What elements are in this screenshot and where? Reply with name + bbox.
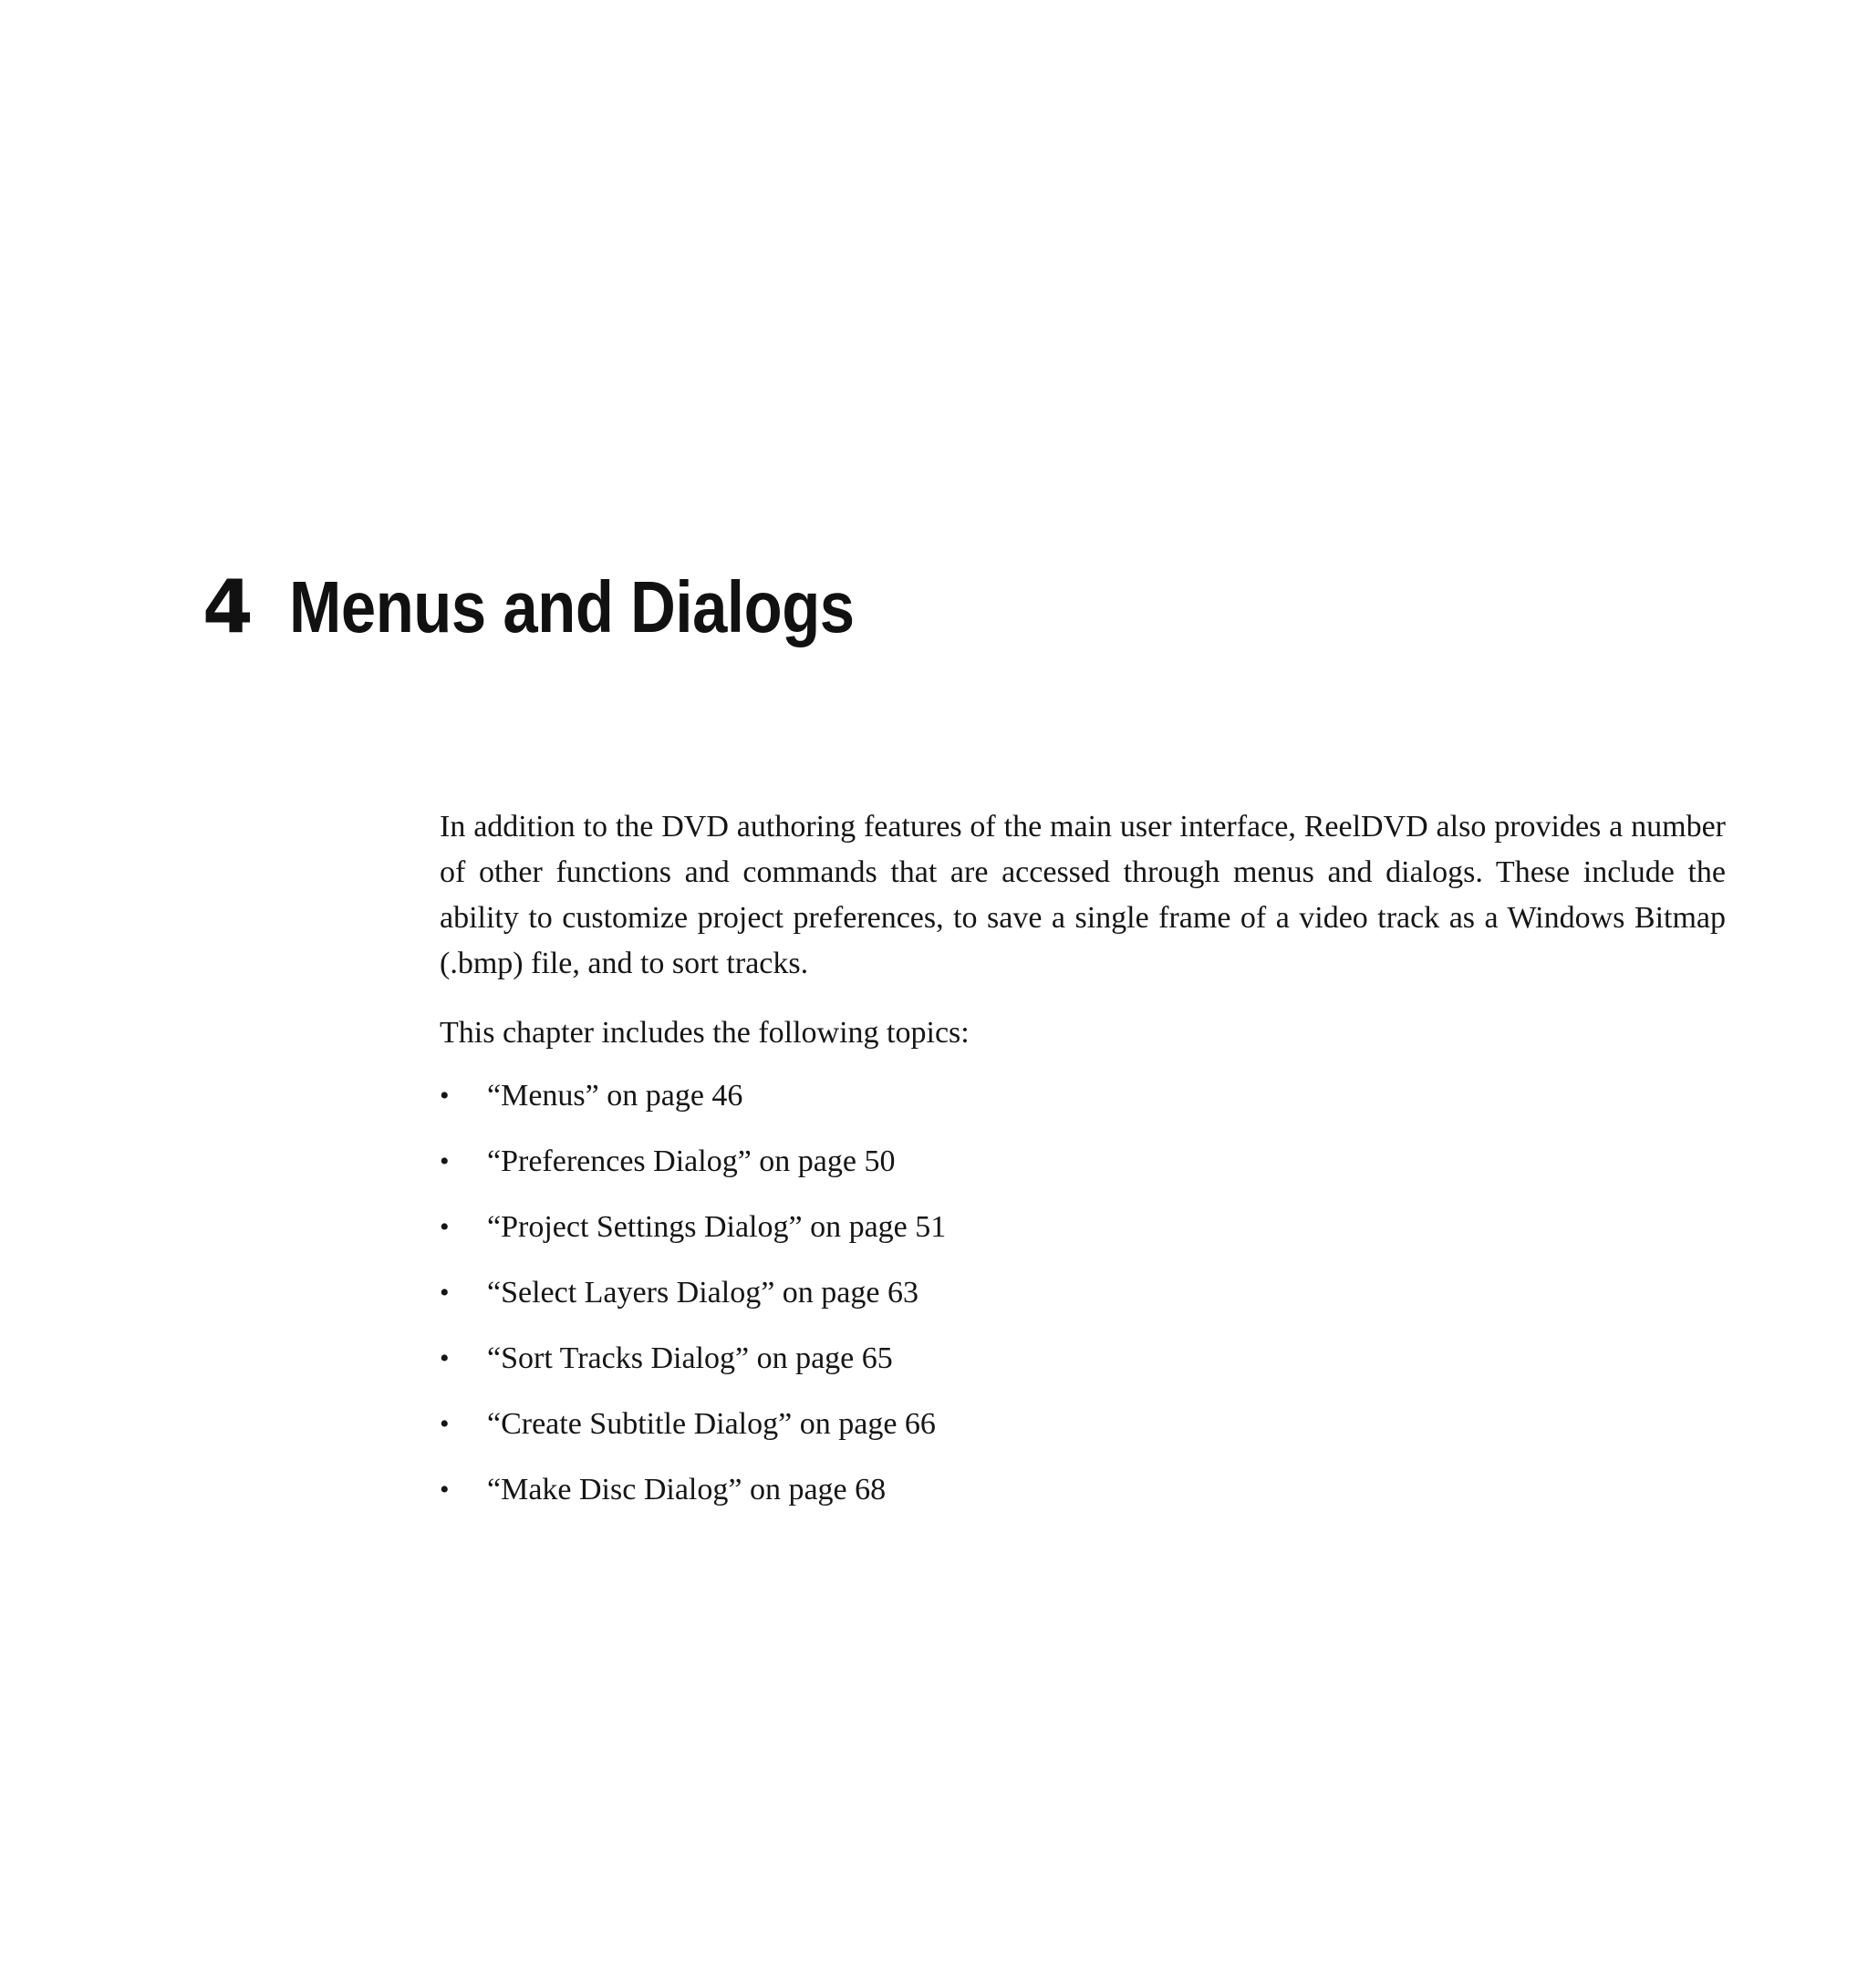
topic-link-make-disc-dialog[interactable]: “Make Disc Dialog” on page 68	[487, 1473, 887, 1507]
bullet-icon: •	[440, 1409, 450, 1439]
chapter-title: Menus and Dialogs	[289, 566, 855, 647]
chapter-heading	[202, 564, 947, 651]
topic-list	[440, 1076, 1726, 1536]
bullet-icon: •	[440, 1212, 450, 1242]
topic-item-create-subtitle-dialog[interactable]	[440, 1404, 1726, 1470]
topic-item-select-layers-dialog[interactable]	[440, 1273, 1726, 1339]
topic-link-project-settings-dialog[interactable]: “Project Settings Dialog” on page 51	[487, 1210, 947, 1244]
bullet-icon: •	[440, 1146, 450, 1176]
topic-link-menus[interactable]: “Menus” on page 46	[487, 1079, 743, 1113]
topic-item-menus[interactable]	[440, 1076, 1726, 1142]
topic-item-project-settings-dialog[interactable]	[440, 1207, 1726, 1273]
bullet-icon: •	[440, 1343, 450, 1373]
bullet-icon: •	[440, 1278, 450, 1308]
bullet-icon: •	[440, 1475, 450, 1505]
topic-link-select-layers-dialog[interactable]: “Select Layers Dialog” on page 63	[487, 1276, 918, 1310]
intro-paragraph: In addition to the DVD authoring features of the main user interface, ReelDVD also provides a number of other functions and commands that are accessed through menus and dialogs. These include the ability to customize project preferences, to save a single frame of a video track as a Windows Bitmap (.bmp) file, and to sort tracks.	[440, 810, 1726, 980]
topic-link-preferences-dialog[interactable]: “Preferences Dialog” on page 50	[487, 1144, 896, 1178]
topic-item-make-disc-dialog[interactable]	[440, 1470, 1726, 1536]
topic-item-sort-tracks-dialog[interactable]	[440, 1339, 1726, 1404]
bullet-icon: •	[440, 1081, 450, 1111]
topic-item-preferences-dialog[interactable]	[440, 1142, 1726, 1207]
topic-link-sort-tracks-dialog[interactable]: “Sort Tracks Dialog” on page 65	[487, 1341, 893, 1375]
chapter-body	[440, 804, 1726, 1536]
chapter-number: 4	[202, 564, 254, 649]
topic-link-create-subtitle-dialog[interactable]: “Create Subtitle Dialog” on page 66	[487, 1407, 936, 1441]
topics-lead: This chapter includes the following topics:	[440, 1016, 970, 1050]
